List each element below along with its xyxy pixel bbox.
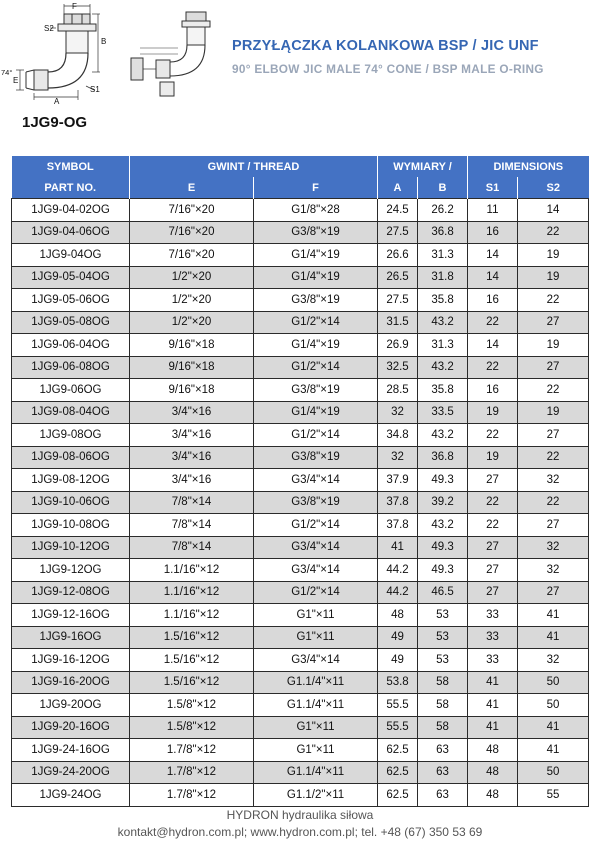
cell-part-no: 1JG9-08-06OG [12,446,130,469]
cell-dim-s1: 48 [468,761,518,784]
cell-part-no: 1JG9-04-06OG [12,221,130,244]
cell-thread-f: G1/8"×28 [254,199,378,222]
cell-dim-s2: 41 [518,739,589,762]
cell-thread-f: G1/2"×14 [254,311,378,334]
cell-dim-s1: 19 [468,446,518,469]
cell-dim-a: 32.5 [378,356,418,379]
cell-dim-b: 33.5 [418,401,468,424]
cell-thread-f: G1"×11 [254,739,378,762]
cell-part-no: 1JG9-06-04OG [12,334,130,357]
table-row [12,649,589,672]
dimensions-table [11,156,589,807]
header-symbol: SYMBOL [12,156,130,177]
cell-part-no: 1JG9-05-06OG [12,289,130,312]
cell-part-no: 1JG9-16-20OG [12,671,130,694]
cell-part-no: 1JG9-24OG [12,784,130,807]
cell-dim-b: 35.8 [418,379,468,402]
cell-dim-s2: 27 [518,424,589,447]
cell-dim-s2: 32 [518,649,589,672]
cell-dim-a: 53.8 [378,671,418,694]
cell-thread-e: 9/16"×18 [130,356,254,379]
cell-dim-s1: 48 [468,784,518,807]
cell-thread-e: 9/16"×18 [130,334,254,357]
cell-thread-f: G1"×11 [254,626,378,649]
cell-dim-a: 48 [378,604,418,627]
cell-thread-f: G3/4"×14 [254,469,378,492]
cell-part-no: 1JG9-24-16OG [12,739,130,762]
cell-dim-b: 43.2 [418,514,468,537]
cell-dim-s2: 32 [518,536,589,559]
cell-dim-a: 37.8 [378,514,418,537]
cell-dim-s1: 33 [468,626,518,649]
cell-thread-e: 1.1/16"×12 [130,559,254,582]
cell-dim-a: 62.5 [378,739,418,762]
cell-thread-f: G1/2"×14 [254,424,378,447]
table-row [12,671,589,694]
cell-thread-e: 7/8"×14 [130,491,254,514]
cell-thread-f: G1"×11 [254,604,378,627]
cell-thread-f: G3/8"×19 [254,379,378,402]
cell-thread-e: 1.7/8"×12 [130,739,254,762]
cell-dim-b: 63 [418,739,468,762]
cell-thread-f: G1.1/4"×11 [254,761,378,784]
table-column-header-row [12,177,589,199]
cell-thread-f: G1/4"×19 [254,401,378,424]
cell-part-no: 1JG9-05-04OG [12,266,130,289]
model-code: 1JG9-OG [22,114,88,131]
table-group-header-row [12,156,589,177]
table-row [12,514,589,537]
cell-thread-f: G1/2"×14 [254,356,378,379]
cell-dim-b: 31.3 [418,244,468,267]
table-row [12,716,589,739]
cell-dim-s1: 27 [468,536,518,559]
cell-dim-a: 44.2 [378,559,418,582]
cell-dim-a: 62.5 [378,784,418,807]
cell-dim-b: 58 [418,694,468,717]
cell-dim-b: 35.8 [418,289,468,312]
cell-dim-s2: 19 [518,244,589,267]
cell-thread-f: G1/2"×14 [254,581,378,604]
cell-thread-e: 1/2"×20 [130,266,254,289]
cell-thread-e: 7/16"×20 [130,221,254,244]
cell-dim-b: 31.3 [418,334,468,357]
table-row [12,334,589,357]
column-header-e: E [130,177,254,199]
cell-dim-s2: 22 [518,289,589,312]
cell-dim-s1: 33 [468,604,518,627]
cell-dim-b: 43.2 [418,424,468,447]
cell-dim-s2: 19 [518,266,589,289]
cell-dim-b: 53 [418,626,468,649]
cell-dim-s2: 22 [518,491,589,514]
cell-dim-a: 62.5 [378,761,418,784]
cell-dim-s2: 41 [518,626,589,649]
cell-dim-a: 27.5 [378,221,418,244]
column-header-f: F [254,177,378,199]
elbow-assembly-drawing [131,12,210,96]
drawing-label-b: B [101,37,107,46]
cell-thread-e: 7/16"×20 [130,199,254,222]
technical-drawing [0,0,230,105]
cell-dim-a: 26.6 [378,244,418,267]
cell-dim-b: 63 [418,761,468,784]
cell-dim-a: 37.9 [378,469,418,492]
table-row [12,694,589,717]
cell-thread-f: G1/4"×19 [254,244,378,267]
cell-dim-a: 27.5 [378,289,418,312]
cell-dim-s1: 27 [468,469,518,492]
drawing-label-s1: S1 [90,85,100,94]
cell-part-no: 1JG9-10-06OG [12,491,130,514]
table-row [12,244,589,267]
cell-part-no: 1JG9-06-08OG [12,356,130,379]
cell-thread-f: G3/8"×19 [254,289,378,312]
cell-dim-b: 58 [418,716,468,739]
cell-dim-s2: 41 [518,604,589,627]
cell-part-no: 1JG9-12-16OG [12,604,130,627]
cell-dim-b: 46.5 [418,581,468,604]
cell-part-no: 1JG9-10-08OG [12,514,130,537]
cell-part-no: 1JG9-05-08OG [12,311,130,334]
table-row [12,581,589,604]
cell-dim-s1: 11 [468,199,518,222]
cell-dim-s1: 22 [468,491,518,514]
cell-thread-f: G3/4"×14 [254,649,378,672]
cell-thread-e: 1.1/16"×12 [130,581,254,604]
cell-part-no: 1JG9-12-08OG [12,581,130,604]
table-row [12,379,589,402]
cell-part-no: 1JG9-10-12OG [12,536,130,559]
cell-part-no: 1JG9-16-12OG [12,649,130,672]
cell-thread-e: 1.1/16"×12 [130,604,254,627]
table-body [12,199,589,807]
cell-dim-b: 31.8 [418,266,468,289]
table-row [12,559,589,582]
drawing-label-a: A [54,97,60,105]
cell-dim-s1: 14 [468,266,518,289]
table-row [12,199,589,222]
cell-thread-e: 7/8"×14 [130,514,254,537]
cell-dim-s1: 14 [468,334,518,357]
cell-dim-s1: 33 [468,649,518,672]
cell-dim-a: 31.5 [378,311,418,334]
cell-dim-s2: 22 [518,379,589,402]
cell-part-no: 1JG9-04-02OG [12,199,130,222]
cell-dim-s2: 27 [518,311,589,334]
cell-dim-s2: 22 [518,446,589,469]
table-row [12,401,589,424]
drawing-label-angle: 74° [1,68,13,77]
cell-dim-s2: 27 [518,356,589,379]
cell-thread-e: 1.7/8"×12 [130,761,254,784]
cell-dim-b: 43.2 [418,311,468,334]
header-wymiary: WYMIARY / [378,156,468,177]
table-row [12,739,589,762]
table-row [12,289,589,312]
cell-thread-e: 1.5/16"×12 [130,626,254,649]
cell-dim-s1: 14 [468,244,518,267]
cell-part-no: 1JG9-20OG [12,694,130,717]
cell-thread-f: G1/4"×19 [254,266,378,289]
cell-thread-e: 1/2"×20 [130,289,254,312]
cell-dim-s1: 41 [468,716,518,739]
cell-dim-s2: 50 [518,761,589,784]
cell-dim-b: 49.3 [418,559,468,582]
column-header-a: A [378,177,418,199]
header-dimensions: DIMENSIONS [468,156,589,177]
cell-dim-a: 26.9 [378,334,418,357]
footer-company: HYDRON hydraulika siłowa [226,808,374,822]
title-english: 90° ELBOW JIC MALE 74° CONE / BSP MALE O-RING [232,62,544,76]
cell-part-no: 1JG9-08-12OG [12,469,130,492]
table-row [12,626,589,649]
table-row [12,446,589,469]
cell-dim-s2: 32 [518,469,589,492]
cell-dim-b: 43.2 [418,356,468,379]
cell-thread-f: G1/2"×14 [254,514,378,537]
column-header-part-no: PART NO. [12,177,130,199]
cell-dim-s1: 41 [468,671,518,694]
cell-dim-b: 26.2 [418,199,468,222]
cell-part-no: 1JG9-20-16OG [12,716,130,739]
cell-thread-e: 1.7/8"×12 [130,784,254,807]
cell-dim-s1: 22 [468,356,518,379]
cell-dim-a: 32 [378,446,418,469]
column-header-s2: S2 [518,177,589,199]
table-row [12,784,589,807]
cell-dim-s1: 27 [468,559,518,582]
cell-thread-e: 3/4"×16 [130,469,254,492]
cell-dim-a: 24.5 [378,199,418,222]
cell-part-no: 1JG9-08-04OG [12,401,130,424]
cell-dim-s2: 27 [518,581,589,604]
table-row [12,491,589,514]
table-row [12,761,589,784]
cell-thread-e: 7/8"×14 [130,536,254,559]
table-row [12,536,589,559]
cell-dim-s2: 27 [518,514,589,537]
cell-dim-s1: 22 [468,311,518,334]
cell-dim-s1: 41 [468,694,518,717]
cell-thread-f: G1.1/4"×11 [254,694,378,717]
cell-dim-s2: 22 [518,221,589,244]
cell-dim-b: 49.3 [418,469,468,492]
cell-thread-f: G3/4"×14 [254,536,378,559]
cell-dim-a: 55.5 [378,716,418,739]
cell-dim-s2: 19 [518,334,589,357]
cell-dim-a: 44.2 [378,581,418,604]
cell-thread-f: G1.1/4"×11 [254,671,378,694]
cell-thread-e: 3/4"×16 [130,446,254,469]
cell-dim-s2: 32 [518,559,589,582]
column-header-b: B [418,177,468,199]
cell-part-no: 1JG9-24-20OG [12,761,130,784]
title-polish: PRZYŁĄCZKA KOLANKOWA BSP / JIC UNF [232,38,539,54]
cell-part-no: 1JG9-04OG [12,244,130,267]
elbow-dimension-drawing [16,4,100,100]
cell-dim-a: 41 [378,536,418,559]
cell-dim-s2: 41 [518,716,589,739]
cell-dim-b: 39.2 [418,491,468,514]
cell-thread-e: 1.5/8"×12 [130,716,254,739]
table-row [12,356,589,379]
header-thread: GWINT / THREAD [130,156,378,177]
cell-dim-s2: 50 [518,694,589,717]
cell-thread-f: G1/4"×19 [254,334,378,357]
cell-dim-b: 58 [418,671,468,694]
cell-dim-s1: 19 [468,401,518,424]
cell-part-no: 1JG9-16OG [12,626,130,649]
cell-dim-a: 37.8 [378,491,418,514]
drawing-label-f: F [72,2,77,11]
table-row [12,424,589,447]
cell-dim-s1: 27 [468,581,518,604]
cell-thread-e: 1.5/16"×12 [130,671,254,694]
cell-dim-b: 53 [418,604,468,627]
cell-dim-s1: 16 [468,221,518,244]
cell-thread-f: G3/4"×14 [254,559,378,582]
cell-dim-b: 53 [418,649,468,672]
cell-thread-e: 1.5/16"×12 [130,649,254,672]
cell-part-no: 1JG9-12OG [12,559,130,582]
cell-thread-f: G1"×11 [254,716,378,739]
cell-dim-s2: 19 [518,401,589,424]
cell-dim-b: 36.8 [418,446,468,469]
cell-dim-s1: 16 [468,289,518,312]
cell-thread-f: G3/8"×19 [254,221,378,244]
cell-thread-f: G3/8"×19 [254,491,378,514]
cell-thread-e: 3/4"×16 [130,401,254,424]
cell-dim-a: 55.5 [378,694,418,717]
cell-dim-b: 63 [418,784,468,807]
cell-dim-b: 36.8 [418,221,468,244]
column-header-s1: S1 [468,177,518,199]
table-row [12,221,589,244]
table-row [12,469,589,492]
cell-dim-a: 49 [378,626,418,649]
cell-dim-s2: 50 [518,671,589,694]
cell-dim-a: 49 [378,649,418,672]
cell-part-no: 1JG9-08OG [12,424,130,447]
table-row [12,604,589,627]
cell-thread-f: G1.1/2"×11 [254,784,378,807]
cell-dim-a: 28.5 [378,379,418,402]
drawing-label-e: E [13,76,19,85]
cell-dim-s2: 55 [518,784,589,807]
cell-thread-e: 7/16"×20 [130,244,254,267]
cell-dim-a: 34.8 [378,424,418,447]
cell-dim-s1: 22 [468,514,518,537]
cell-dim-s1: 48 [468,739,518,762]
cell-part-no: 1JG9-06OG [12,379,130,402]
cell-dim-s1: 22 [468,424,518,447]
footer-contact: kontakt@hydron.com.pl; www.hydron.com.pl; tel. +48 (67) 350 53 69 [117,825,483,839]
cell-dim-s1: 16 [468,379,518,402]
drawing-label-s2: S2 [44,24,54,33]
cell-thread-e: 9/16"×18 [130,379,254,402]
cell-thread-e: 3/4"×16 [130,424,254,447]
table-row [12,311,589,334]
cell-dim-b: 49.3 [418,536,468,559]
cell-dim-s2: 14 [518,199,589,222]
cell-dim-a: 32 [378,401,418,424]
cell-dim-a: 26.5 [378,266,418,289]
table-row [12,266,589,289]
cell-thread-e: 1/2"×20 [130,311,254,334]
cell-thread-e: 1.5/8"×12 [130,694,254,717]
cell-thread-f: G3/8"×19 [254,446,378,469]
